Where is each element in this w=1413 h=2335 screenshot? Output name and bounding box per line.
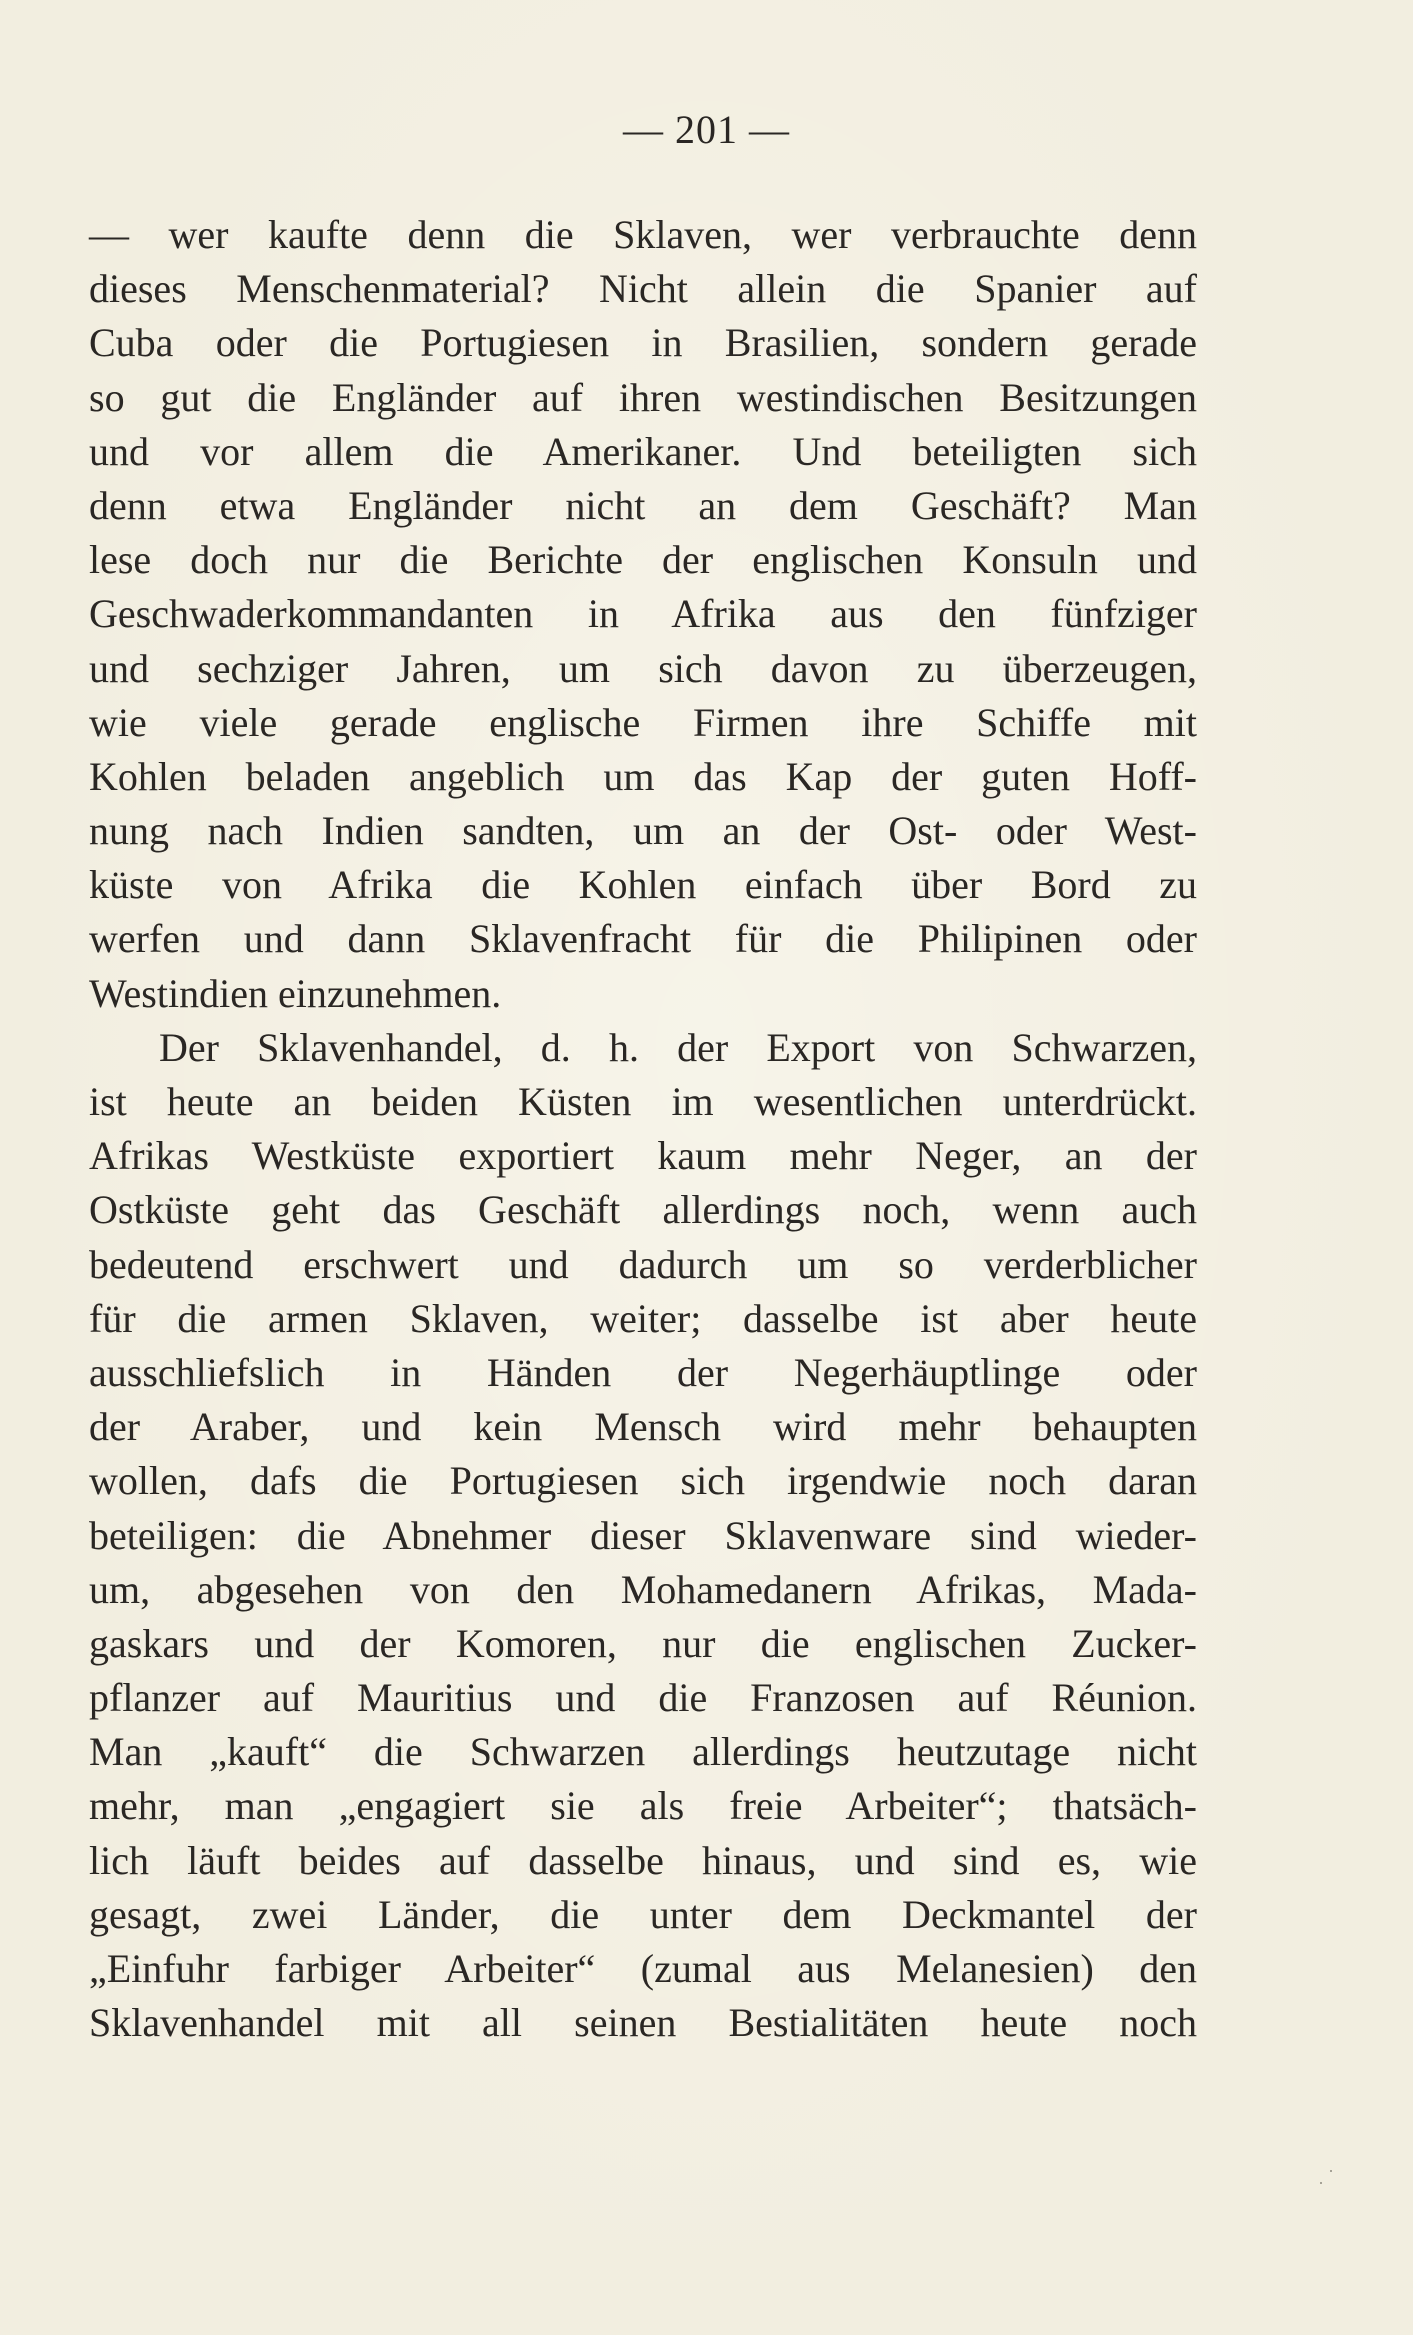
text-line: Westindien einzunehmen. — [89, 970, 502, 1016]
text-line: für die armen Sklaven, weiter; dasselbe ist aber heute — [89, 1295, 1197, 1341]
text-line: Geschwaderkommandanten in Afrika aus den fünfziger — [89, 591, 1197, 637]
text-line: so gut die Engländer auf ihren westindischen Besitzungen — [89, 374, 1197, 420]
page-number: — 201 — — [623, 107, 790, 152]
text-line: ist heute an beiden Küsten im wesentlichen unterdrückt. — [89, 1079, 1197, 1124]
paper-speck — [1330, 2170, 1332, 2172]
text-line: gaskars und der Komoren, nur die englischen Zucker- — [89, 1620, 1197, 1666]
paragraph-2 — [89, 1021, 1197, 2051]
paragraph-1 — [89, 208, 1197, 1021]
text-line: wollen, dafs die Portugiesen sich irgendwie noch daran — [89, 1458, 1197, 1504]
text-line: gesagt, zwei Länder, die unter dem Deckmantel der — [89, 1891, 1197, 1937]
text-line: Sklavenhandel mit all seinen Bestialitäten heute noch — [89, 2000, 1197, 2046]
text-line: mehr, man „engagiert sie als freie Arbeiter“; thatsäch- — [89, 1783, 1197, 1829]
text-line: pflanzer auf Mauritius und die Franzosen auf Réunion. — [89, 1675, 1197, 1721]
text-line: Der Sklavenhandel, d. h. der Export von Schwarzen, — [159, 1024, 1197, 1070]
text-line: lese doch nur die Berichte der englischen Konsuln und — [89, 537, 1197, 583]
paper-speck — [1320, 2182, 1322, 2184]
text-line: wie viele gerade englische Firmen ihre Schiffe mit — [89, 699, 1197, 745]
text-line: der Araber, und kein Mensch wird mehr behaupten — [89, 1404, 1197, 1450]
text-line: und sechziger Jahren, um sich davon zu überzeugen, — [89, 645, 1197, 691]
text-line: Man „kauft“ die Schwarzen allerdings heutzutage nicht — [89, 1729, 1197, 1775]
body-text — [89, 208, 1197, 2050]
text-line: beteiligen: die Abnehmer dieser Sklavenware sind wieder- — [89, 1512, 1197, 1558]
text-line: Afrikas Westküste exportiert kaum mehr Neger, an der — [89, 1133, 1197, 1179]
text-line: denn etwa Engländer nicht an dem Geschäft? Man — [89, 482, 1197, 528]
text-line: „Einfuhr farbiger Arbeiter“ (zumal aus Melanesien) den — [89, 1946, 1197, 1991]
text-line: ausschliefslich in Händen der Negerhäuptlinge oder — [89, 1349, 1197, 1395]
text-line: und vor allem die Amerikaner. Und beteiligten sich — [89, 428, 1197, 474]
text-line: um, abgesehen von den Mohamedanern Afrikas, Mada- — [89, 1566, 1197, 1612]
text-line: dieses Menschenmaterial? Nicht allein die Spanier auf — [89, 266, 1197, 312]
text-line: lich läuft beides auf dasselbe hinaus, und sind es, wie — [89, 1837, 1197, 1883]
text-line: Cuba oder die Portugiesen in Brasilien, sondern gerade — [89, 320, 1197, 366]
text-line: Ostküste geht das Geschäft allerdings noch, wenn auch — [89, 1187, 1197, 1233]
text-line: küste von Afrika die Kohlen einfach über Bord zu — [89, 862, 1197, 908]
text-line: nung nach Indien sandten, um an der Ost- oder West- — [89, 808, 1197, 854]
text-line: — wer kaufte denn die Sklaven, wer verbrauchte denn — [89, 212, 1197, 257]
text-line: werfen und dann Sklavenfracht für die Philipinen oder — [89, 916, 1197, 962]
text-line: Kohlen beladen angeblich um das Kap der guten Hoff- — [89, 753, 1197, 799]
text-line: bedeutend erschwert und dadurch um so verderblicher — [89, 1241, 1197, 1287]
